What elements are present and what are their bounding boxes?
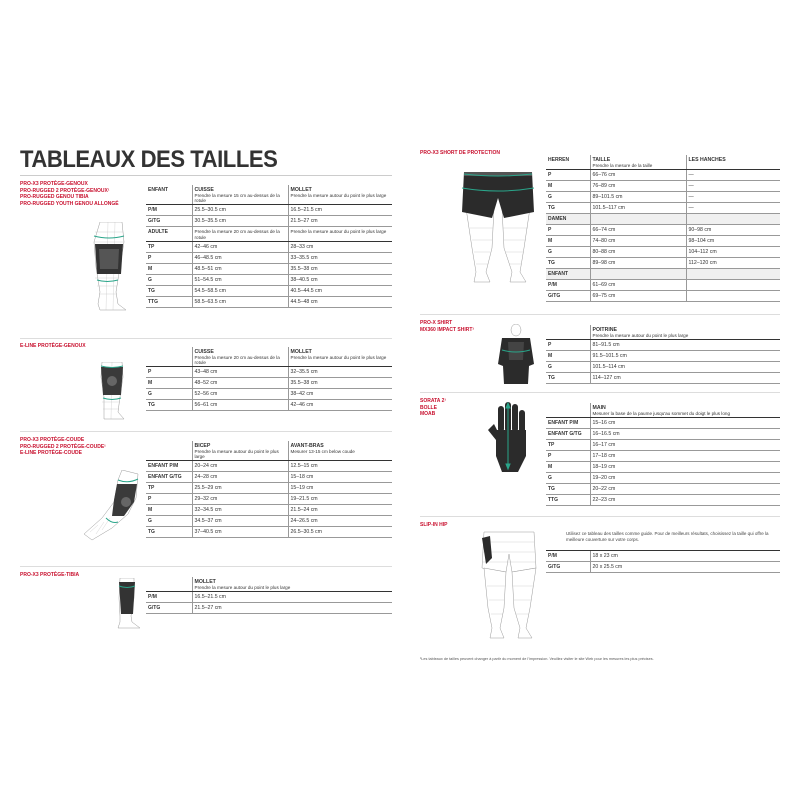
table-row: TG 54.5–58.5 cm 40.5–44.5 cm [146, 285, 392, 296]
shin-guard-leg-figure [112, 578, 142, 630]
table-row: TG 101.5–117 cm — [546, 203, 780, 214]
table-row: M 74–80 cm 98–104 cm [546, 236, 780, 247]
table-row: ENFANT P/M 20–24 cm 12.5–15 cm [146, 461, 392, 472]
knee-col-enfant: ENFANT [146, 185, 192, 205]
shirt-section-title: PRO-X SHIRT MX360 IMPACT SHIRT¹ [420, 320, 475, 333]
table-row: G/TG 30.5–35.5 cm 21.5–27 cm [146, 216, 392, 227]
glove-col-main: MAIN Mesurer la base de la paume jusqu'au sommet du doigt le plus long [590, 403, 780, 418]
table-row: TP 16–17 cm [546, 440, 780, 451]
table-row: TTG 22–23 cm [546, 495, 780, 506]
table-row: G 52–56 cm 38–42 cm [146, 389, 392, 400]
table-row: M 18–19 cm [546, 462, 780, 473]
table-row: G 51–54.5 cm 38–40.5 cm [146, 274, 392, 285]
table-row: TG 37–40.5 cm 26.5–30.5 cm [146, 527, 392, 538]
table-row: P 66–76 cm — [546, 170, 780, 181]
knee-guard-leg-figure [80, 222, 135, 312]
shin-size-table [146, 577, 392, 614]
section-divider [20, 338, 392, 339]
section-divider [420, 392, 780, 393]
table-row: P 66–74 cm 90–98 cm [546, 225, 780, 236]
table-row: TG 89–98 cm 112–120 cm [546, 258, 780, 269]
table-row: G 19–20 cm [546, 473, 780, 484]
footnote: ¹Les tableaux de tailles peuvent changer à partir du moment de l'impression. Veuillez visiter le site Web pour les mesures les plus précises. [420, 657, 654, 661]
shorts-col-hanches: LES HANCHES [686, 155, 780, 170]
table-row: TG 56–61 cm 42–46 cm [146, 400, 392, 411]
section-divider [420, 516, 780, 517]
eline-knee-size-table [146, 347, 392, 411]
table-row: TG 20–22 cm [546, 484, 780, 495]
knee-col-mollet: MOLLET Prendre la mesure autour du point le plus large [288, 185, 392, 205]
section-divider [420, 314, 780, 315]
table-row: G/TG 20 x 25.5 cm [546, 562, 780, 573]
glove-hand-figure [484, 402, 540, 474]
shin-col-mollet: MOLLET Prendre la mesure autour du point le plus large [192, 577, 392, 592]
slip-in-hip-shorts-figure [476, 528, 542, 640]
table-row: G 101.5–114 cm [546, 362, 780, 373]
elbow-size-table [146, 441, 392, 538]
table-row: P/M 18 x 23 cm [546, 551, 780, 562]
table-row: P/M 16.5–21.5 cm [146, 592, 392, 603]
table-row: M 48.5–51 cm 35.5–38 cm [146, 263, 392, 274]
table-row: TP 25.5–29 cm 15–19 cm [146, 483, 392, 494]
elbow-col-bicep: BICEP Prendre la mesure autour du point le plus large [192, 441, 288, 461]
table-row: P 43–48 cm 32–35.5 cm [146, 367, 392, 378]
elbow-section-title: PRO-X3 PROTÈGE-COUDE PRO-RUGGED 2 PROTÈGE-COUDE¹ E-LINE PROTÈGE-COUDE [20, 437, 106, 456]
shorts-col-taille: TAILLE Prendre la mesure de la taille [590, 155, 686, 170]
table-row: ENFANT G/TG 24–28 cm 15–18 cm [146, 472, 392, 483]
table-row: TP 42–46 cm 28–33 cm [146, 241, 392, 252]
table-row: G 34.5–37 cm 24–26.5 cm [146, 516, 392, 527]
table-row: P 81–91.5 cm [546, 340, 780, 351]
table-row: G 89–101.5 cm — [546, 192, 780, 203]
table-row: M 32–34.5 cm 21.5–24 cm [146, 505, 392, 516]
protection-shirt-figure [496, 324, 536, 386]
shorts-size-table [546, 155, 780, 302]
table-row: M 91.5–101.5 cm [546, 351, 780, 362]
elbow-guard-arm-figure [82, 470, 144, 542]
section-divider [20, 566, 392, 567]
eline-knee-section-title: E-LINE PROTÈGE-GENOUX [20, 343, 86, 349]
table-row: G 80–88 cm 104–112 cm [546, 247, 780, 258]
eline-col-mollet: MOLLET Prendre la mesure autour du point le plus large [288, 347, 392, 367]
table-row: ENFANT P/M 15–16 cm [546, 418, 780, 429]
table-row: P 46–48.5 cm 33–35.5 cm [146, 252, 392, 263]
knee-size-table [146, 185, 392, 308]
elbow-col-avant-bras: AVANT-BRAS Mesurer 13-15 cm below coude [288, 441, 392, 461]
table-row: ENFANT G/TG 16–16.5 cm [546, 429, 780, 440]
title-divider [20, 175, 392, 176]
hip-section-title: SLIP-IN HIP [420, 522, 448, 528]
eline-col-cuisse: CUISSE Prendre la mesure 20 cm au-dessus de la rotule [192, 347, 288, 367]
knee-col-cuisse: CUISSE Prendre la mesure 15 cm au-dessus de la rotule [192, 185, 288, 205]
table-row: M 76–89 cm — [546, 181, 780, 192]
protection-shorts-figure [456, 168, 540, 286]
table-row: P/M 61–69 cm [546, 280, 780, 291]
knee-section-title: PRO-X3 PROTÈGE-GENOUX PRO-RUGGED 2 PROTÈGE-GENOUX¹ PRO-RUGGED GENOU TIBIA PRO-RUGGED YOUTH GENOU ALLONGÉ [20, 181, 119, 207]
shirt-size-table [546, 325, 780, 384]
table-row: TTG 58.5–63.5 cm 44.5–48 cm [146, 296, 392, 307]
section-divider [20, 431, 392, 432]
table-row: TG 114–127 cm [546, 373, 780, 384]
glove-size-table [546, 403, 780, 506]
shirt-col-poitrine: POITRINE Prendre la mesure autour du point le plus large [590, 325, 780, 340]
glove-section-title: SORATA 2¹ BOLLE MOAB [420, 398, 447, 417]
page-title: TABLEAUX DES TAILLES [20, 146, 278, 173]
table-row: G/TG 69–75 cm [546, 291, 780, 302]
hip-size-table [546, 550, 780, 573]
shin-section-title: PRO-X3 PROTÈGE-TIBIA [20, 572, 80, 578]
table-row: G/TG 21.5–27 cm [146, 603, 392, 614]
shorts-kids-subheader: ENFANT [546, 269, 780, 280]
shorts-section-title: PRO-X3 SHORT DE PROTECTION [420, 150, 501, 156]
shorts-col-herren: HERREN [546, 155, 590, 170]
hip-guide-note: Utilisez ce tableau des tailles comme guide. Pour de meilleurs résultats, choisissez la taille qui offre la meilleure couverture sur votre corps. [566, 531, 769, 542]
table-row: P 17–18 cm [546, 451, 780, 462]
table-row: P/M 25.5–30.5 cm 16.5–21.5 cm [146, 205, 392, 216]
eline-knee-guard-figure [92, 362, 132, 420]
knee-adult-subheader: ADULTE Prendre la mesure 20 cm au-dessus de la rotule Prendre la mesure autour du point le plus large [146, 227, 392, 241]
shorts-women-subheader: DAMEN [546, 214, 780, 225]
table-row: P 29–32 cm 19–21.5 cm [146, 494, 392, 505]
table-row: M 48–52 cm 35.5–38 cm [146, 378, 392, 389]
